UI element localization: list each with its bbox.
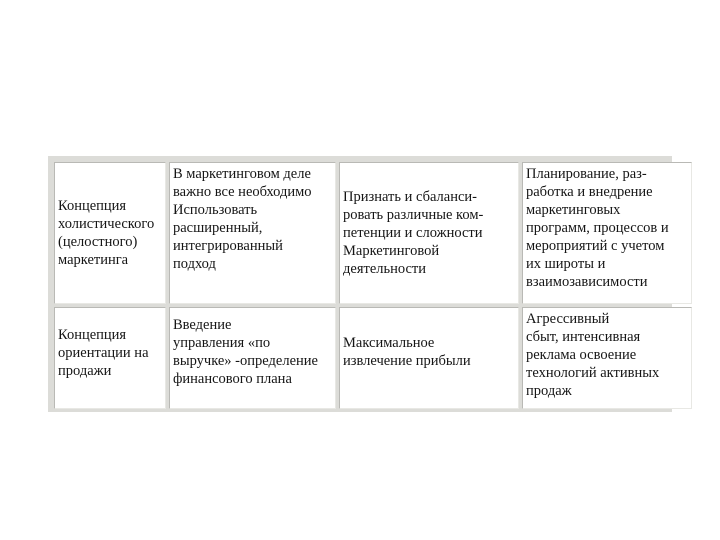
table-cell: [169, 162, 336, 304]
cell-text: Планирование, раз- работка и внедрение маркетинговых программ, процессов и мероприятий с учетом их широты и взаимозависимости: [526, 166, 669, 290]
table-row: [54, 307, 692, 409]
cell-text: Признать и сбаланси- ровать различные ком- петенции и сложности Маркетинговой деятельности: [343, 189, 484, 277]
table-row: [54, 162, 692, 304]
table-cell: [522, 307, 692, 409]
table-cell: [54, 162, 166, 304]
table-cell: [169, 307, 336, 409]
table-cell: [339, 162, 519, 304]
concepts-table-frame: [48, 156, 672, 412]
cell-text: В маркетинговом деле важно все необходимо Использовать расширенный, интегрированный подход: [173, 166, 312, 272]
cell-text: Концепция ориентации на продажи: [58, 327, 149, 379]
cell-text: Максимальное извлечение прибыли: [343, 335, 471, 369]
concepts-table: [51, 159, 695, 412]
cell-text: Концепция холистического (целостного) маркетинга: [58, 198, 155, 268]
cell-text: Агрессивный сбыт, интенсивная реклама освоение технологий активных продаж: [526, 311, 660, 399]
cell-text: Введение управления «по выручке» -определение финансового плана: [173, 317, 318, 387]
table-cell: [54, 307, 166, 409]
table-cell: [522, 162, 692, 304]
table-cell: [339, 307, 519, 409]
